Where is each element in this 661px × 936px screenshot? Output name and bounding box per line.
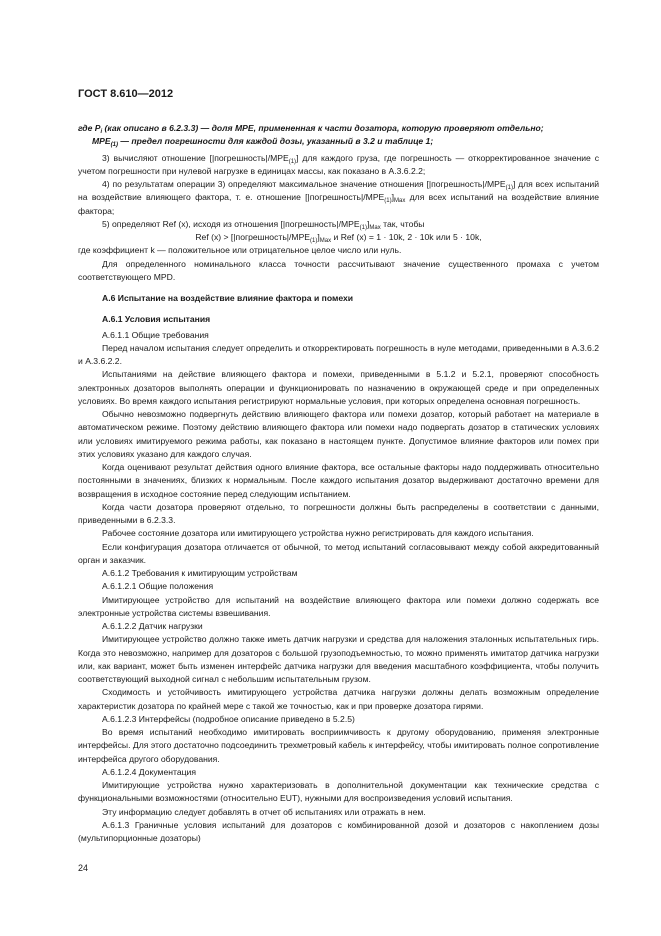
section-heading: [78, 313, 599, 326]
text-run: ]: [391, 192, 395, 203]
text-run: ]: [367, 218, 370, 229]
text-run: А.6 Испытание на воздействие влияние фактора и помехи: [102, 293, 354, 303]
subscript: i: [100, 129, 103, 135]
text-run: А.6.1.2.2 Датчик нагрузки: [102, 621, 203, 631]
subscript: (1): [310, 238, 318, 244]
text-run: для всех испытаний на воздействие влияние фактора;: [78, 192, 599, 216]
text-run: А.6.1.3 Граничные условия испытаний для дозаторов с комбинированной дозой и дозаторов с накоплением дозы (мультипорционные дозаторы): [78, 819, 599, 843]
paragraph: [78, 594, 599, 621]
paragraph: [78, 461, 599, 501]
text-run: А.6.1.2.4 Документация: [102, 766, 196, 777]
paragraph: [78, 408, 599, 461]
subscript: Max: [394, 198, 406, 205]
text-run: ] для каждого груза, где погрешность — откорректированное значение с учетом погрешности при нулевой нагрузке в единицах массы, как показано в А.3.6.2.2;: [78, 152, 600, 176]
text-run: 3) вычисляют отношение [|погрешность|/MPE: [102, 152, 289, 163]
paragraph: [78, 567, 599, 580]
document-body: [78, 122, 599, 845]
paragraph: [78, 633, 599, 686]
paragraph: [78, 580, 599, 593]
section-heading: [78, 292, 599, 305]
paragraph: [78, 726, 599, 766]
text-run: Имитирующие устройства нужно характеризовать в дополнительной документации как технические средства с функциональными возможностями (относительно EUT), нужными для воспроизведения условий испытания.: [78, 780, 599, 804]
paragraph: [78, 620, 599, 633]
paragraph: [78, 779, 599, 806]
paragraph: [78, 766, 599, 779]
text-run: Сходимость и устойчивость имитирующего устройства датчика нагрузки должны делать возможным определение характеристик дозатора по крайней мере с такой же точностью, как и при проверке дозатора гирями.: [78, 687, 599, 711]
text-run: Обычно невозможно подвергнуть действию влияющего фактора или помехи дозатор, который работает на материале в автоматическом режиме. Поэтому действию влияющего фактора или помехи надо подвергать дозатор в статических условиях или условиях имитируемого режима работы, как показано в настоящем пункте. Допустимое влияние факторов или помех при этих условиях указано для каждого случая.: [78, 409, 599, 459]
paragraph: [78, 152, 599, 179]
paragraph: [78, 368, 599, 408]
page-number: 24: [78, 863, 89, 873]
text-run: Для определенного номинального класса точности рассчитывают значение существенного промаха с учетом соответствующего MPD.: [78, 258, 599, 282]
text-run: так, чтобы: [380, 218, 425, 229]
subscript: Max: [319, 238, 332, 244]
paragraph: [78, 258, 599, 285]
paragraph: [78, 342, 599, 369]
paragraph: [78, 527, 599, 540]
text-run: и Ref (x) = 1 · 10k, 2 · 10k или 5 · 10k,: [331, 232, 482, 242]
text-run: Имитирующее устройство для испытаний на воздействие влияющего фактора или помехи должно содержать все электронные устройства системы взвешивания.: [78, 594, 599, 618]
text-run: А.6.1.2 Требования к имитирующим устройствам: [102, 568, 298, 578]
paragraph: [78, 501, 599, 528]
paragraph: [78, 122, 599, 135]
text-run: где P: [78, 123, 101, 133]
paragraph: [78, 244, 599, 257]
text-run: Перед началом испытания следует определить и откорректировать погрешность в нуле методами, приведенными в А.3.6.2 и А.3.6.2.2.: [78, 342, 599, 366]
subscript: (1): [110, 142, 118, 149]
document-header: ГОСТ 8.610—2012: [78, 88, 174, 100]
paragraph: [78, 819, 599, 846]
text-run: А.6.1.1 Общие требования: [102, 329, 209, 340]
text-run: Если конфигурация дозатора отличается от обычной, то метод испытаний согласовывают между собой аккредитованный орган и заказчик.: [78, 541, 599, 565]
text-run: А.6.1.2.3 Интерфейсы (подробное описание приведено в 5.2.5): [102, 713, 355, 724]
text-run: ]: [317, 232, 320, 242]
text-run: Когда части дозатора проверяют отдельно, то погрешности должны быть распределены в соответствии с данными, приведенными в 6.2.3.3.: [78, 501, 599, 525]
paragraph: [78, 713, 599, 726]
subscript: (1): [359, 224, 367, 231]
text-run: где коэффициент k — положительное или отрицательное целое число или нуль.: [78, 245, 402, 256]
text-run: — предел погрешности для каждой дозы, указанный в 3.2 и таблице 1;: [117, 136, 434, 147]
subscript: Max: [369, 224, 381, 231]
subscript: (1): [288, 158, 297, 165]
text-run: (как описано в 6.2.3.3) — доля MPE, примененная к части дозатора, которую проверяют отдельно;: [102, 123, 544, 133]
text-run: Во время испытаний необходимо имитировать восприимчивость к другому оборудованию, применяя электронные интерфейсы. Для этого достаточно подсоединить трехметровый кабель к интерфейсу, чтобы имитировать полное сопротивление интерфейса другого оборудования.: [78, 727, 599, 764]
paragraph: [78, 178, 599, 218]
subscript: (1): [505, 185, 513, 191]
paragraph: [78, 686, 599, 713]
text-run: MPE: [92, 136, 111, 147]
text-run: Испытаниями на действие влияющего фактора и помехи, приведенными в 5.1.2 и 5.2.1, проверяют способность электронных дозаторов выполнять операции и функционировать по назначению в окружающей среде и при определенных условиях. Во время каждого испытания регистрируют нормальные условия, при которых определена основная погрешность.: [78, 369, 599, 406]
paragraph: [78, 806, 599, 819]
text-run: ] для всех испытаний на воздействие влияющего фактора, т. е. отношение [|погрешность|/MPE: [78, 179, 600, 203]
paragraph: [78, 231, 599, 244]
paragraph: [78, 135, 599, 148]
text-run: 4) по результатам операции 3) определяют максимальное значение отношения [|погрешность|/MPE: [102, 179, 506, 189]
paragraph: [78, 541, 599, 568]
text-run: Имитирующее устройство должно также иметь датчик нагрузки и средства для наложения эталонных испытательных гирь. Когда это невозможно, например для дозаторов с большой грузоподъемностью, то можно применять имитатор датчика нагрузки или, как вариант, может быть изменен интерфейс датчика нагрузки для введения масштабного коэффициента, чтобы получить соответствующий выходной сигнал с небольшим испытательным грузом.: [78, 634, 599, 684]
text-run: Рабочее состояние дозатора или имитирующего устройства нужно регистрировать для каждого испытания.: [102, 528, 534, 539]
text-run: Ref (x) > [|погрешность|/MPE: [195, 232, 311, 242]
text-run: Когда оценивают результат действия одного влияние фактора, все остальные факторы надо поддерживать относительно постоянными в значениях, близких к нормальным. После каждого испытания дозатор выдерживают достаточно времени для возвращения в исходное состояние перед следующим испытанием.: [78, 462, 599, 499]
text-run: 5) определяют Ref (x), исходя из отношения [|погрешность|/MPE: [102, 218, 360, 229]
paragraph: [78, 329, 599, 342]
text-run: А.6.1.2.1 Общие положения: [102, 581, 214, 592]
text-run: А.6.1 Условия испытания: [102, 314, 211, 325]
paragraph: [78, 218, 599, 231]
text-run: Эту информацию следует добавлять в отчет об испытаниях или отражать в нем.: [102, 806, 426, 817]
subscript: (1): [384, 198, 392, 205]
